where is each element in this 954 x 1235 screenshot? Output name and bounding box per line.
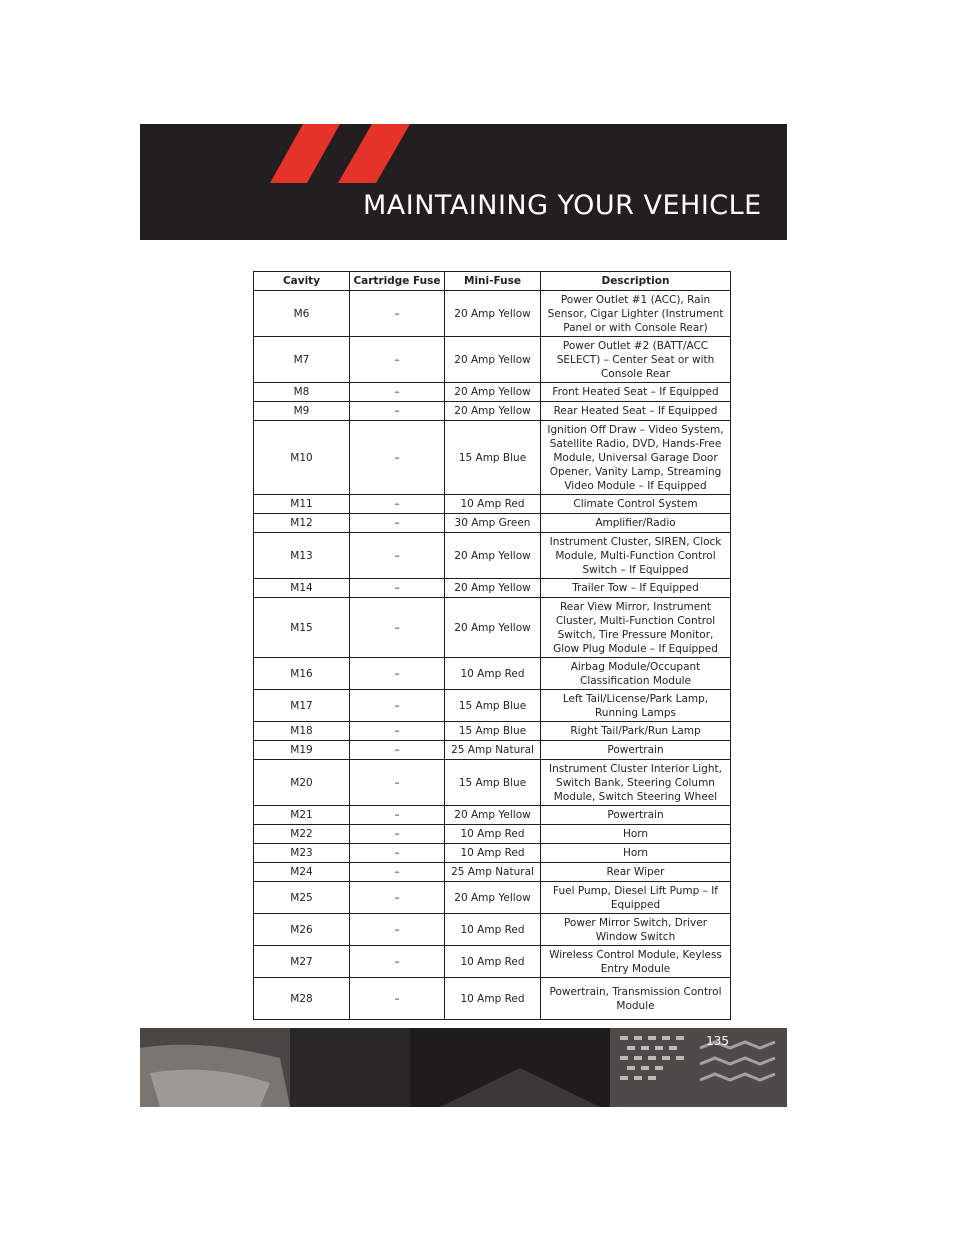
cell-mini-fuse: 20 Amp Yellow (445, 882, 541, 914)
table-row (254, 533, 731, 579)
cell-description: Power Outlet #1 (ACC), Rain Sensor, Cigar Lighter (Instrument Panel or with Console Rear) (541, 291, 731, 337)
cell-cartridge-fuse: – (350, 741, 445, 760)
cell-cavity: M9 (254, 402, 350, 421)
cell-description: Instrument Cluster Interior Light, Switch Bank, Steering Column Module, Switch Steering Wheel (541, 760, 731, 806)
racing-stripes-logo (140, 124, 787, 240)
cell-description: Amplifier/Radio (541, 514, 731, 533)
page-number: 135 (706, 1034, 729, 1048)
cell-cavity: M27 (254, 946, 350, 978)
table-row (254, 978, 731, 1020)
cell-cartridge-fuse: – (350, 806, 445, 825)
cell-description: Trailer Tow – If Equipped (541, 579, 731, 598)
cell-description: Power Mirror Switch, Driver Window Switch (541, 914, 731, 946)
cell-mini-fuse: 10 Amp Red (445, 844, 541, 863)
cell-description: Right Tail/Park/Run Lamp (541, 722, 731, 741)
table-header-row (254, 272, 731, 291)
header-cavity: Cavity (254, 272, 350, 291)
table-row (254, 421, 731, 495)
cell-mini-fuse: 10 Amp Red (445, 825, 541, 844)
cell-description: Climate Control System (541, 495, 731, 514)
cell-cartridge-fuse: – (350, 495, 445, 514)
cell-cavity: M19 (254, 741, 350, 760)
cell-cartridge-fuse: – (350, 514, 445, 533)
cell-cartridge-fuse: – (350, 946, 445, 978)
table-row (254, 806, 731, 825)
cell-cavity: M21 (254, 806, 350, 825)
table-row (254, 914, 731, 946)
table-row (254, 598, 731, 658)
stripe-2 (338, 124, 410, 183)
table-row (254, 383, 731, 402)
cell-mini-fuse: 10 Amp Red (445, 978, 541, 1020)
footer-banner (140, 1028, 787, 1107)
cell-cavity: M13 (254, 533, 350, 579)
cell-description: Airbag Module/Occupant Classification Module (541, 658, 731, 690)
cell-description: Rear Wiper (541, 863, 731, 882)
cell-cartridge-fuse: – (350, 760, 445, 806)
table-row (254, 690, 731, 722)
cell-cavity: M6 (254, 291, 350, 337)
cell-mini-fuse: 25 Amp Natural (445, 863, 541, 882)
cell-description: Wireless Control Module, Keyless Entry Module (541, 946, 731, 978)
cell-cavity: M24 (254, 863, 350, 882)
cell-cavity: M23 (254, 844, 350, 863)
table-row (254, 882, 731, 914)
footer-photo (140, 1028, 787, 1107)
table-row (254, 741, 731, 760)
table-row (254, 495, 731, 514)
table-row (254, 658, 731, 690)
cell-description: Front Heated Seat – If Equipped (541, 383, 731, 402)
cell-cartridge-fuse: – (350, 978, 445, 1020)
table-row (254, 402, 731, 421)
cell-cartridge-fuse: – (350, 402, 445, 421)
cell-cavity: M7 (254, 337, 350, 383)
cell-cartridge-fuse: – (350, 533, 445, 579)
cell-cavity: M14 (254, 579, 350, 598)
table-row (254, 514, 731, 533)
cell-cavity: M15 (254, 598, 350, 658)
chapter-header (140, 124, 787, 240)
cell-cartridge-fuse: – (350, 383, 445, 402)
cell-description: Power Outlet #2 (BATT/ACC SELECT) – Center Seat or with Console Rear (541, 337, 731, 383)
cell-cavity: M16 (254, 658, 350, 690)
cell-mini-fuse: 15 Amp Blue (445, 421, 541, 495)
cell-description: Rear View Mirror, Instrument Cluster, Multi-Function Control Switch, Tire Pressure Monitor, Glow Plug Module – If Equipped (541, 598, 731, 658)
cell-cartridge-fuse: – (350, 722, 445, 741)
fuse-table (253, 271, 731, 1020)
table-row (254, 337, 731, 383)
cell-description: Horn (541, 844, 731, 863)
cell-mini-fuse: 20 Amp Yellow (445, 579, 541, 598)
cell-mini-fuse: 20 Amp Yellow (445, 291, 541, 337)
cell-cavity: M18 (254, 722, 350, 741)
cell-cavity: M22 (254, 825, 350, 844)
cell-cartridge-fuse: – (350, 291, 445, 337)
cell-mini-fuse: 10 Amp Red (445, 914, 541, 946)
table-body (254, 291, 731, 1020)
cell-cartridge-fuse: – (350, 579, 445, 598)
cell-cartridge-fuse: – (350, 882, 445, 914)
table-row (254, 722, 731, 741)
cell-cartridge-fuse: – (350, 337, 445, 383)
cell-mini-fuse: 10 Amp Red (445, 946, 541, 978)
cell-mini-fuse: 20 Amp Yellow (445, 402, 541, 421)
cell-mini-fuse: 15 Amp Blue (445, 722, 541, 741)
cell-mini-fuse: 20 Amp Yellow (445, 533, 541, 579)
cell-cartridge-fuse: – (350, 658, 445, 690)
table-row (254, 579, 731, 598)
header-description: Description (541, 272, 731, 291)
table-row (254, 825, 731, 844)
cell-mini-fuse: 10 Amp Red (445, 495, 541, 514)
cell-cavity: M8 (254, 383, 350, 402)
cell-description: Instrument Cluster, SIREN, Clock Module, Multi-Function Control Switch – If Equipped (541, 533, 731, 579)
cell-cartridge-fuse: – (350, 825, 445, 844)
cell-cavity: M17 (254, 690, 350, 722)
cell-mini-fuse: 20 Amp Yellow (445, 598, 541, 658)
table-row (254, 291, 731, 337)
cell-cavity: M20 (254, 760, 350, 806)
cell-description: Left Tail/License/Park Lamp, Running Lamps (541, 690, 731, 722)
cell-description: Fuel Pump, Diesel Lift Pump – If Equipped (541, 882, 731, 914)
table-row (254, 760, 731, 806)
cell-cartridge-fuse: – (350, 914, 445, 946)
table-row (254, 863, 731, 882)
cell-description: Powertrain (541, 741, 731, 760)
chapter-title: MAINTAINING YOUR VEHICLE (363, 190, 762, 221)
cell-mini-fuse: 20 Amp Yellow (445, 383, 541, 402)
cell-cartridge-fuse: – (350, 844, 445, 863)
cell-mini-fuse: 10 Amp Red (445, 658, 541, 690)
cell-description: Horn (541, 825, 731, 844)
cell-mini-fuse: 20 Amp Yellow (445, 806, 541, 825)
cell-cartridge-fuse: – (350, 598, 445, 658)
cell-cavity: M28 (254, 978, 350, 1020)
cell-cavity: M26 (254, 914, 350, 946)
cell-description: Powertrain, Transmission Control Module (541, 978, 731, 1020)
cell-mini-fuse: 15 Amp Blue (445, 690, 541, 722)
cell-mini-fuse: 25 Amp Natural (445, 741, 541, 760)
header-mini-fuse: Mini-Fuse (445, 272, 541, 291)
table-row (254, 946, 731, 978)
cell-cartridge-fuse: – (350, 690, 445, 722)
cell-description: Powertrain (541, 806, 731, 825)
cell-mini-fuse: 20 Amp Yellow (445, 337, 541, 383)
cell-cavity: M12 (254, 514, 350, 533)
stripe-1 (270, 124, 340, 183)
cell-mini-fuse: 15 Amp Blue (445, 760, 541, 806)
cell-mini-fuse: 30 Amp Green (445, 514, 541, 533)
cell-cartridge-fuse: – (350, 421, 445, 495)
table-row (254, 844, 731, 863)
cell-description: Ignition Off Draw – Video System, Satellite Radio, DVD, Hands-Free Module, Universal Garage Door Opener, Vanity Lamp, Streaming Video Module – If Equipped (541, 421, 731, 495)
cell-cavity: M10 (254, 421, 350, 495)
cell-cartridge-fuse: – (350, 863, 445, 882)
cell-cavity: M25 (254, 882, 350, 914)
cell-description: Rear Heated Seat – If Equipped (541, 402, 731, 421)
header-cartridge-fuse: Cartridge Fuse (350, 272, 445, 291)
cell-cavity: M11 (254, 495, 350, 514)
